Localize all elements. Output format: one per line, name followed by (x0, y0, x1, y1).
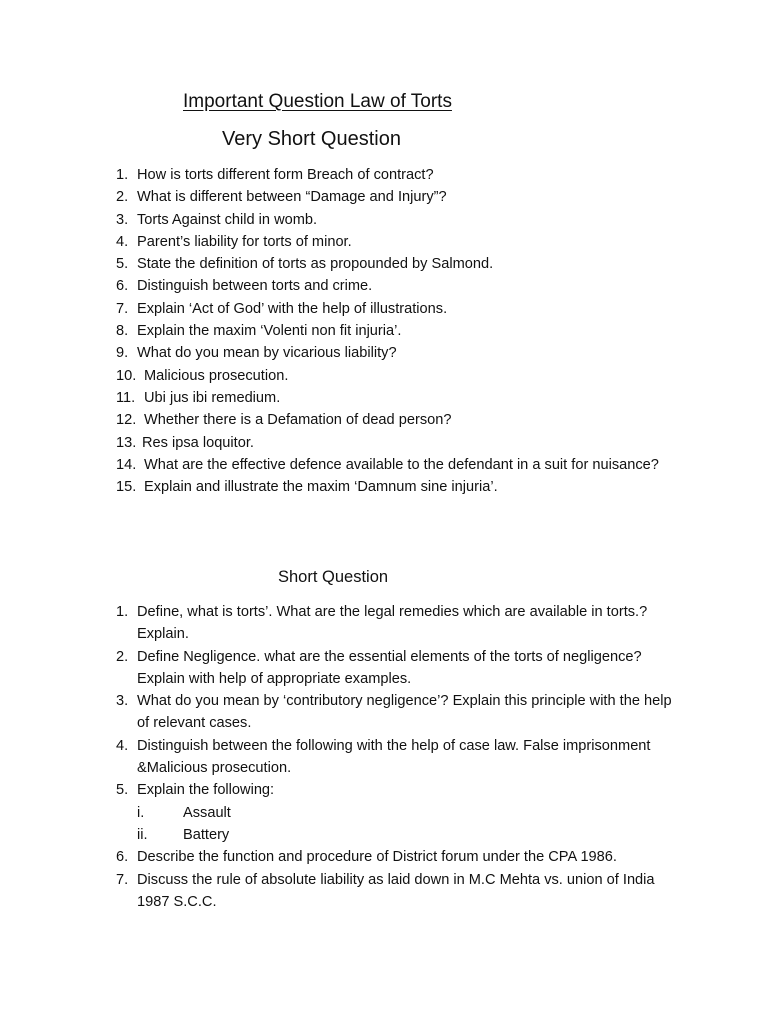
list-item-text: State the definition of torts as propounded by Salmond. (137, 256, 494, 273)
list-item-text: Define Negligence. what are the essential elements of the torts of negligence? Explain with help of appropriate examples. (137, 648, 642, 687)
list-item-number: 3. (116, 693, 129, 710)
list-item-number: 11. (116, 389, 136, 406)
list-item-text: Parent’s liability for torts of minor. (137, 233, 352, 250)
list-item (116, 320, 676, 342)
sub-list (137, 802, 676, 847)
list-item-number: 10. (116, 367, 137, 384)
list-item (116, 342, 676, 364)
list-item (116, 275, 676, 297)
list-item (116, 432, 676, 454)
list-item-number: 3. (116, 211, 129, 228)
list-item (116, 869, 676, 914)
list-item (116, 735, 676, 780)
document-title: Important Question Law of Torts (183, 91, 452, 112)
list-item-text: What are the effective defence available to the defendant in a suit for nuisance? (144, 456, 659, 473)
list-item-number: 13. (116, 434, 137, 451)
list-item-text: How is torts different form Breach of contract? (137, 167, 434, 183)
list-item-number: 2. (116, 189, 129, 206)
list-item (116, 409, 676, 431)
list-item-number: 6. (116, 278, 129, 295)
list-item-text: Distinguish between torts and crime. (137, 278, 373, 295)
very-short-question-list (116, 164, 676, 498)
list-item-text: What do you mean by vicarious liability? (137, 345, 397, 362)
list-item-number: 1. (116, 167, 129, 183)
list-item-text: Describe the function and procedure of District forum under the CPA 1986. (137, 849, 617, 866)
list-item (116, 690, 676, 735)
list-item-text: Discuss the rule of absolute liability as laid down in M.C Mehta vs. union of India 1987 S.C.C. (137, 871, 655, 910)
sub-list-item (137, 824, 676, 846)
list-item-text: Define, what is torts’. What are the legal remedies which are available in torts.? Explain. (137, 604, 648, 643)
list-item-text: Explain the following: (137, 782, 275, 799)
list-item-number: 4. (116, 233, 129, 250)
list-item-number: 12. (116, 412, 137, 429)
list-item (116, 646, 676, 691)
list-item (116, 476, 676, 498)
sub-list-item (137, 802, 676, 824)
sub-list-item-text: Battery (183, 826, 230, 843)
list-item (116, 387, 676, 409)
list-item-text: Ubi jus ibi remedium. (144, 389, 281, 406)
list-item-number: 5. (116, 782, 129, 799)
list-item (116, 164, 676, 186)
list-item-number: 8. (116, 323, 129, 340)
list-item (116, 253, 676, 275)
list-item (116, 186, 676, 208)
list-item-text: What do you mean by ‘contributory negligence’? Explain this principle with the help of relevant cases. (137, 693, 672, 732)
list-item-text: Malicious prosecution. (144, 367, 289, 384)
list-item-text: Res ipsa loquitor. (142, 434, 254, 451)
list-item-number: 15. (116, 479, 137, 496)
list-item-number: 6. (116, 849, 129, 866)
list-item (116, 231, 676, 253)
sub-list-item-text: Assault (183, 804, 231, 821)
sub-list-item-number: i. (137, 804, 145, 821)
list-item-text: Explain the maxim ‘Volenti non fit injuria’. (137, 323, 402, 340)
list-item-number: 2. (116, 648, 129, 665)
list-item (116, 846, 676, 868)
list-item-number: 4. (116, 737, 129, 754)
list-item-number: 7. (116, 871, 129, 888)
list-item-text: Explain ‘Act of God’ with the help of illustrations. (137, 300, 448, 317)
sub-list-item-number: ii. (137, 826, 148, 843)
list-item-text: Torts Against child in womb. (137, 211, 318, 228)
list-item-number: 5. (116, 256, 129, 273)
list-item-text: Explain and illustrate the maxim ‘Damnum sine injuria’. (144, 479, 498, 496)
list-item-number: 1. (116, 604, 129, 620)
list-item-text: Whether there is a Defamation of dead person? (144, 412, 452, 429)
list-item (116, 298, 676, 320)
list-item-text: What is different between “Damage and Injury”? (137, 189, 447, 206)
list-item (116, 601, 676, 646)
list-item (116, 209, 676, 231)
short-question-list (116, 601, 676, 913)
list-item-number: 9. (116, 345, 129, 362)
list-item-number: 7. (116, 300, 129, 317)
section-heading-very-short: Very Short Question (222, 128, 401, 150)
list-item (116, 365, 676, 387)
list-item (116, 454, 676, 476)
list-item (116, 779, 676, 846)
list-item-number: 14. (116, 456, 137, 473)
section-heading-short: Short Question (278, 568, 389, 586)
list-item-text: Distinguish between the following with the help of case law. False imprisonment &Malicious prosecution. (137, 737, 651, 777)
